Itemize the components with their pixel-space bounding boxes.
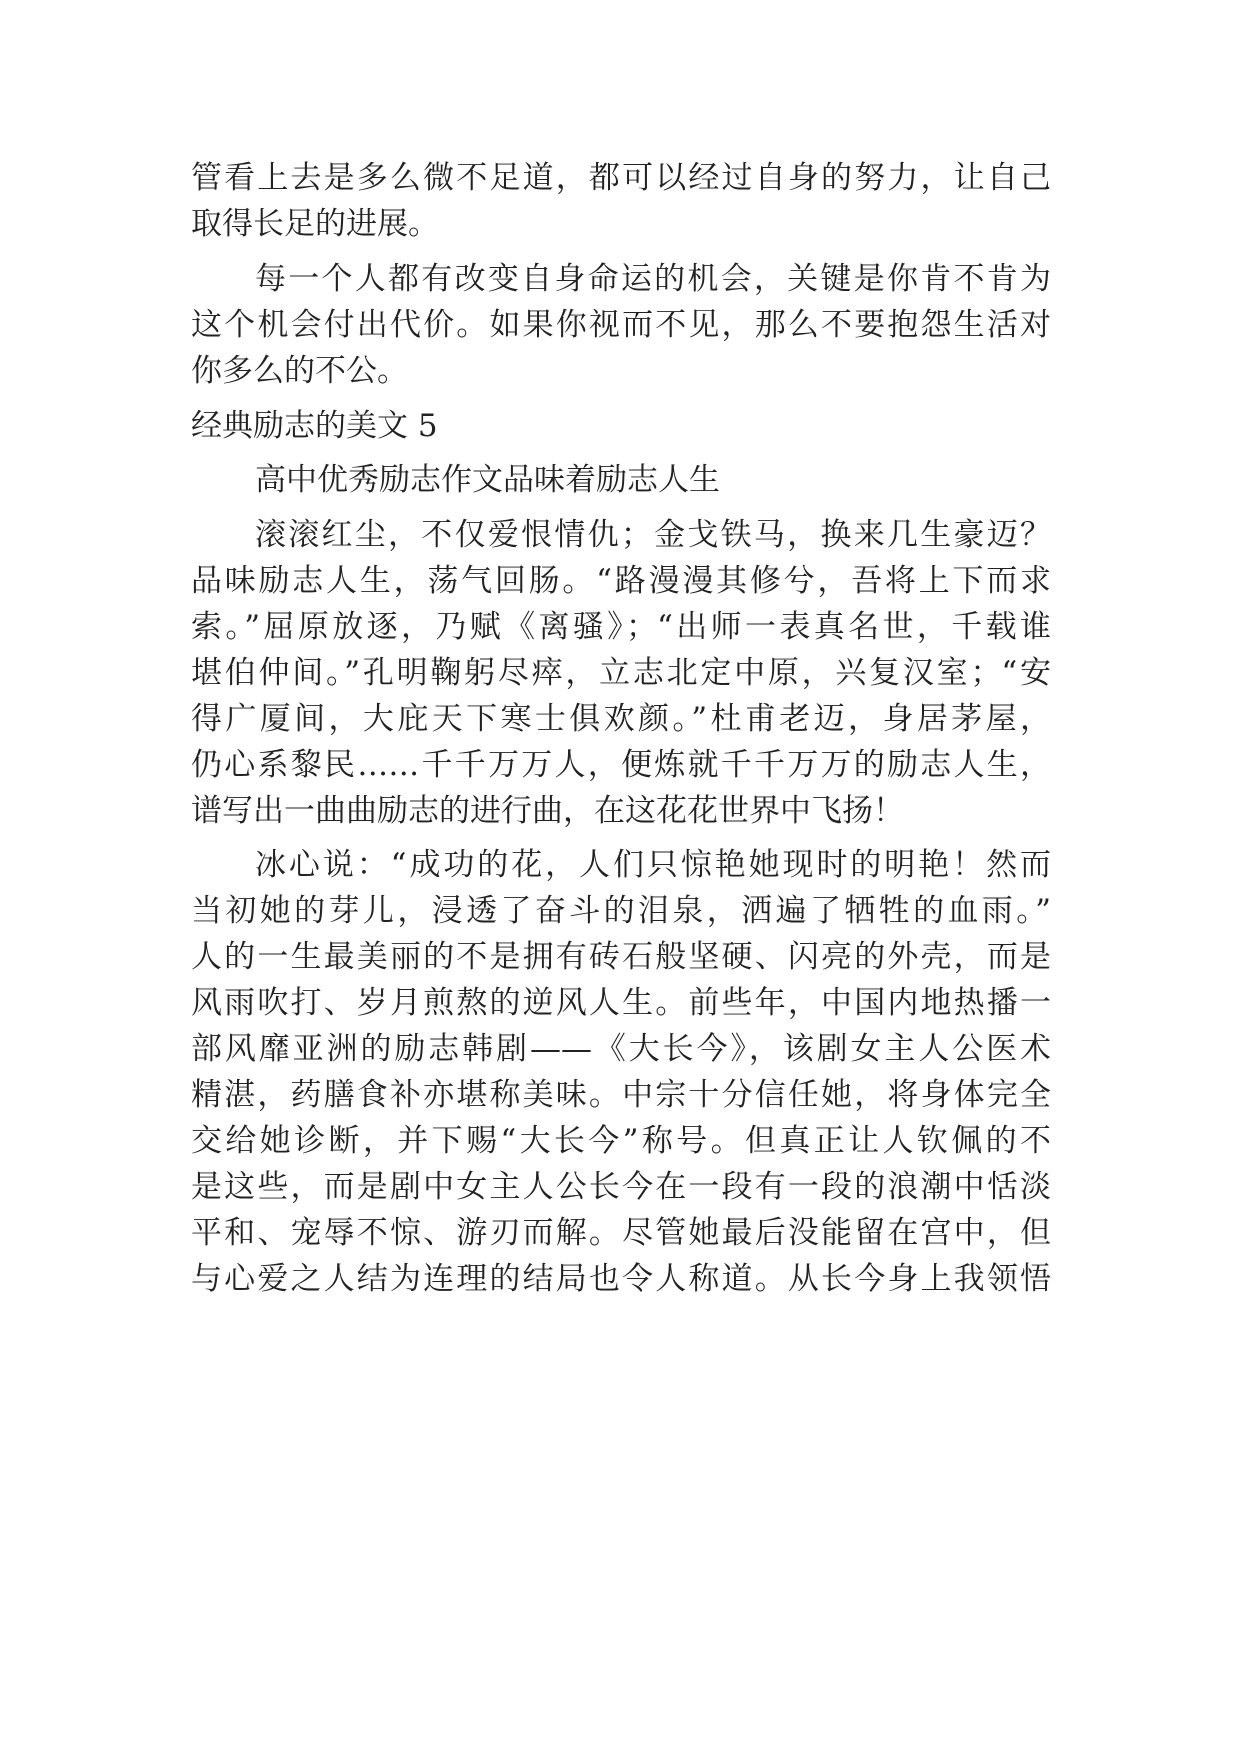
text-line: 是这些，而是剧中女主人公长今在一段有一段的浪潮中恬淡 (191, 1169, 1051, 1205)
text-line: 精湛，药膳食补亦堪称美味。中宗十分信任她，将身体完全 (191, 1077, 1051, 1113)
article-title: 高中优秀励志作文品味着励志人生 (255, 462, 720, 498)
text-line: 每一个人都有改变自身命运的机会，关键是你肯不肯为 (255, 261, 1051, 297)
text-line: 索。”屈原放逐，乃赋《离骚》；“出师一表真名世，千载谁 (191, 609, 1051, 645)
text-line: 滚滚红尘，不仅爱恨情仇；金戈铁马，换来几生豪迈？ (255, 517, 1051, 553)
text-line: 得广厦间，大庇天下寒士俱欢颜。”杜甫老迈，身居茅屋， (191, 701, 1051, 737)
text-line: 仍心系黎民……千千万万人，便炼就千千万万的励志人生， (191, 747, 1051, 783)
text-line: 谱写出一曲曲励志的进行曲，在这花花世界中飞扬！ (191, 793, 904, 829)
text-line: 你多么的不公。 (191, 353, 408, 389)
text-line: 这个机会付出代价。如果你视而不见，那么不要抱怨生活对 (191, 307, 1051, 343)
text-line: 平和、宠辱不惊、游刃而解。尽管她最后没能留在宫中，但 (191, 1215, 1051, 1251)
text-line: 部风靡亚洲的励志韩剧——《大长今》，该剧女主人公医术 (191, 1031, 1051, 1067)
text-line: 风雨吹打、岁月煎熬的逆风人生。前些年，中国内地热播一 (191, 985, 1051, 1021)
text-line: 冰心说：“成功的花，人们只惊艳她现时的明艳！然而 (255, 847, 1051, 883)
text-line: 堪伯仲间。”孔明鞠躬尽瘁，立志北定中原，兴复汉室；“安 (191, 655, 1051, 691)
text-line: 取得长足的进展。 (191, 206, 439, 242)
text-line: 交给她诊断，并下赐“大长今”称号。但真正让人钦佩的不 (191, 1123, 1051, 1159)
text-line: 人的一生最美丽的不是拥有砖石般坚硬、闪亮的外壳，而是 (191, 939, 1051, 975)
text-line: 与心爱之人结为连理的结局也令人称道。从长今身上我领悟 (191, 1261, 1051, 1297)
text-line: 品味励志人生，荡气回肠。“路漫漫其修兮，吾将上下而求 (191, 563, 1051, 599)
text-line: 当初她的芽儿，浸透了奋斗的泪泉，洒遍了牺牲的血雨。” (191, 893, 1051, 929)
section-heading: 经典励志的美文 5 (191, 408, 438, 444)
text-line: 管看上去是多么微不足道，都可以经过自身的努力，让自己 (191, 160, 1051, 196)
